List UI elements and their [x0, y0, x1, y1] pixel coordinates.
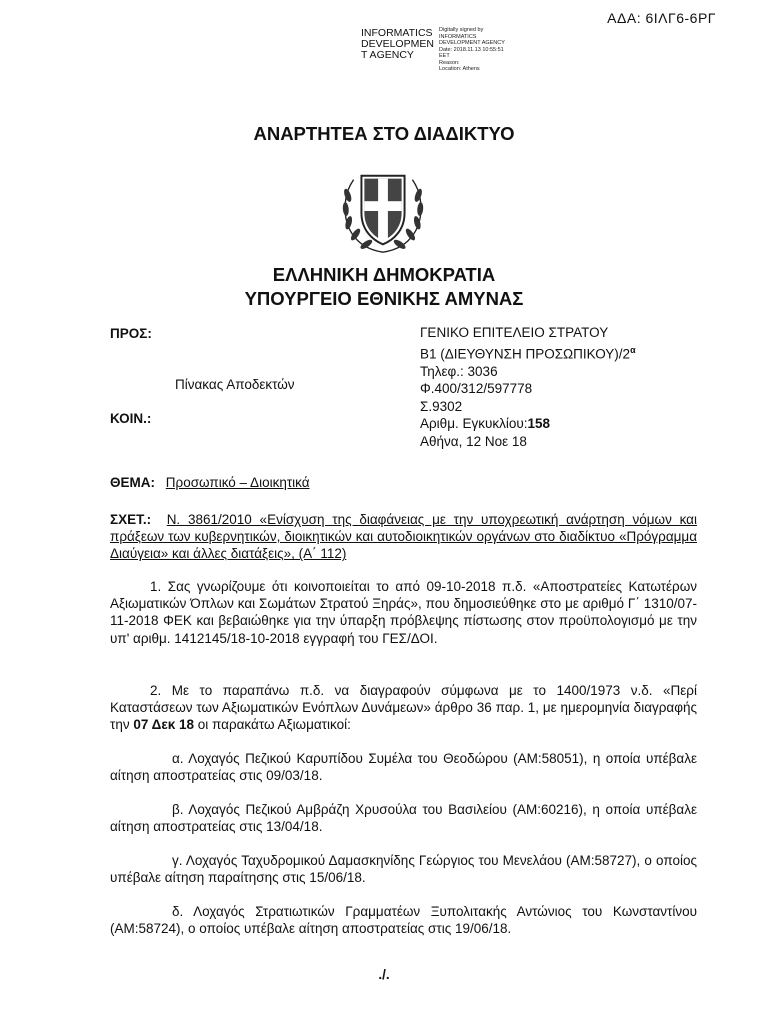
list-item — [110, 903, 697, 937]
signature-organization — [361, 28, 433, 61]
signature-detail-line: Reason: — [439, 59, 460, 66]
recipients-list: Πίνακας Αποδεκτών — [175, 377, 295, 392]
paragraph-2-number: 2. — [150, 683, 162, 698]
cc-label: ΚΟΙΝ.: — [110, 411, 152, 426]
list-item — [110, 852, 697, 886]
paragraph-1-number: 1. — [150, 579, 162, 594]
ada-code: ΑΔΑ: 6ΙΛΓ6-6ΡΓ — [607, 10, 716, 26]
signature-detail-line: DEVELOPMENT AGENCY — [439, 40, 505, 46]
list-item-text: β. Λοχαγός Πεζικού Αμβράζη Χρυσούλα του Βασιλείου (ΑΜ:60216), η οποία υπέβαλε αίτηση αποστρατείας στις 13/04/18. — [110, 802, 697, 835]
subject-row — [110, 475, 310, 490]
signature-org-line: DEVELOPMEN — [361, 38, 434, 50]
list-item — [110, 750, 697, 784]
sender-department — [420, 342, 636, 363]
coat-of-arms-icon — [334, 162, 432, 260]
signature-detail-line: Digitally signed by — [439, 27, 484, 33]
subject-text: Προσωπικό – Διοικητικά — [165, 475, 310, 490]
sender-department-text: Β1 (ΔΙΕΥΘΥΝΣΗ ΠΡΟΣΩΠΙΚΟΥ)/2 — [420, 346, 631, 361]
place-date: Αθήνα, 12 Νοε 18 — [420, 433, 527, 449]
republic-heading: ΕΛΛΗΝΙΚΗ ΔΗΜΟΚΡΑΤΙΑ — [272, 264, 496, 285]
publish-title: ΑΝΑΡΤΗΤΕΑ ΣΤΟ ΔΙΑΔΙΚΤΥΟ — [253, 123, 515, 144]
sender-department-sup: α — [630, 344, 636, 355]
reference-label: ΣΧΕΤ.: — [110, 512, 152, 527]
sender-line: ΓΕΝΙΚΟ ΕΠΙΤΕΛΕΙΟ ΣΤΡΑΤΟΥ — [420, 325, 609, 340]
signature-details — [439, 27, 529, 73]
ministry-heading: ΥΠΟΥΡΓΕΙΟ ΕΘΝΙΚΗΣ ΑΜΥΝΑΣ — [244, 288, 524, 309]
circular-value: 158 — [527, 416, 551, 431]
circular-label: Αριθμ. Εγκυκλίου: — [420, 416, 528, 431]
paragraph-1-text: Σας γνωρίζουμε ότι κοινοποιείται το από 09-10-2018 π.δ. «Αποστρατείες Κατωτέρων Αξιωματικών Όπλων και Σωμάτων Στρατού Ξηράς», που δημοσιεύθηκε στο με αριθμό Γ΄ 1310/07-11-2018 ΦΕΚ και βεβαιώθηκε για την ύπαρξη πρόβλεψης πίστωσης στον προϋπολογισμό με την υπ' αριθμ. 1412145/18-10-2018 εγγραφή του ΓΕΣ/ΔΟΙ. — [110, 579, 697, 646]
paragraph-2-tail: οι παρακάτω Αξιωματικοί: — [194, 717, 351, 733]
reference-text: Ν. 3861/2010 «Ενίσχυση της διαφάνειας με την υποχρεωτική ανάρτηση νόμων και πράξεων των κυβερνητικών, διοικητικών και αυτοδιοικητικών οργάνων στο διαδίκτυο «Πρόγραμμα Διαύγεια» και άλλες διατάξεις», (Α΄ 112) — [110, 512, 697, 562]
continuation-mark: ./. — [378, 967, 390, 982]
circular-number — [420, 415, 636, 433]
list-item-text: γ. Λοχαγός Ταχυδρομικού Δαμασκηνίδης Γεώργιος του Μενελάου (ΑΜ:58727), ο οποίος υπέβαλε αίτηση παραίτησης στις 15/06/18. — [110, 853, 697, 886]
signature-detail-line: INFORMATICS — [439, 33, 477, 40]
sender-block — [420, 324, 636, 450]
subject-label: ΘΕΜΑ: — [110, 475, 155, 490]
paragraph-2 — [110, 682, 697, 734]
list-item-text: δ. Λοχαγός Στρατιωτικών Γραμματέων Ξυπολιτακής Αντώνιος του Κωνσταντίνου (ΑΜ:58724), ο οποίος υπέβαλε αίτηση αποστρατείας στις 19/06/18. — [110, 904, 697, 937]
sigma-number: Σ.9302 — [420, 398, 463, 414]
to-label: ΠΡΟΣ: — [110, 326, 152, 341]
paragraph-1 — [110, 578, 697, 647]
removal-date: 07 Δεκ 18 — [133, 717, 195, 733]
sender-phone: Τηλεφ.: 3036 — [420, 363, 498, 379]
list-item-text: α. Λοχαγός Πεζικού Καρυπίδου Συμέλα του Θεοδώρου (ΑΜ:58051), η οποία υπέβαλε αίτηση αποστρατείας στις 09/03/18. — [110, 751, 697, 784]
signature-detail-line: EET — [439, 53, 450, 59]
file-number: Φ.400/312/597778 — [420, 381, 533, 396]
list-item — [110, 801, 697, 835]
reference-block — [110, 511, 697, 563]
signature-detail-line: Date: 2018.11.13 10:55:51 — [439, 46, 504, 53]
signature-detail-line: Location: Athens — [439, 66, 480, 72]
signature-org-line: T AGENCY — [361, 49, 414, 61]
signature-org-line: INFORMATICS — [361, 27, 433, 39]
paragraph-2-text: Με το παραπάνω π.δ. να διαγραφούν σύμφωνα με το 1400/1973 ν.δ. «Περί Καταστάσεων των Αξιωματικών Ενόπλων Δυνάμεων» άρθρο 36 παρ. 1, με ημερομηνία διαγραφής την — [110, 683, 697, 733]
